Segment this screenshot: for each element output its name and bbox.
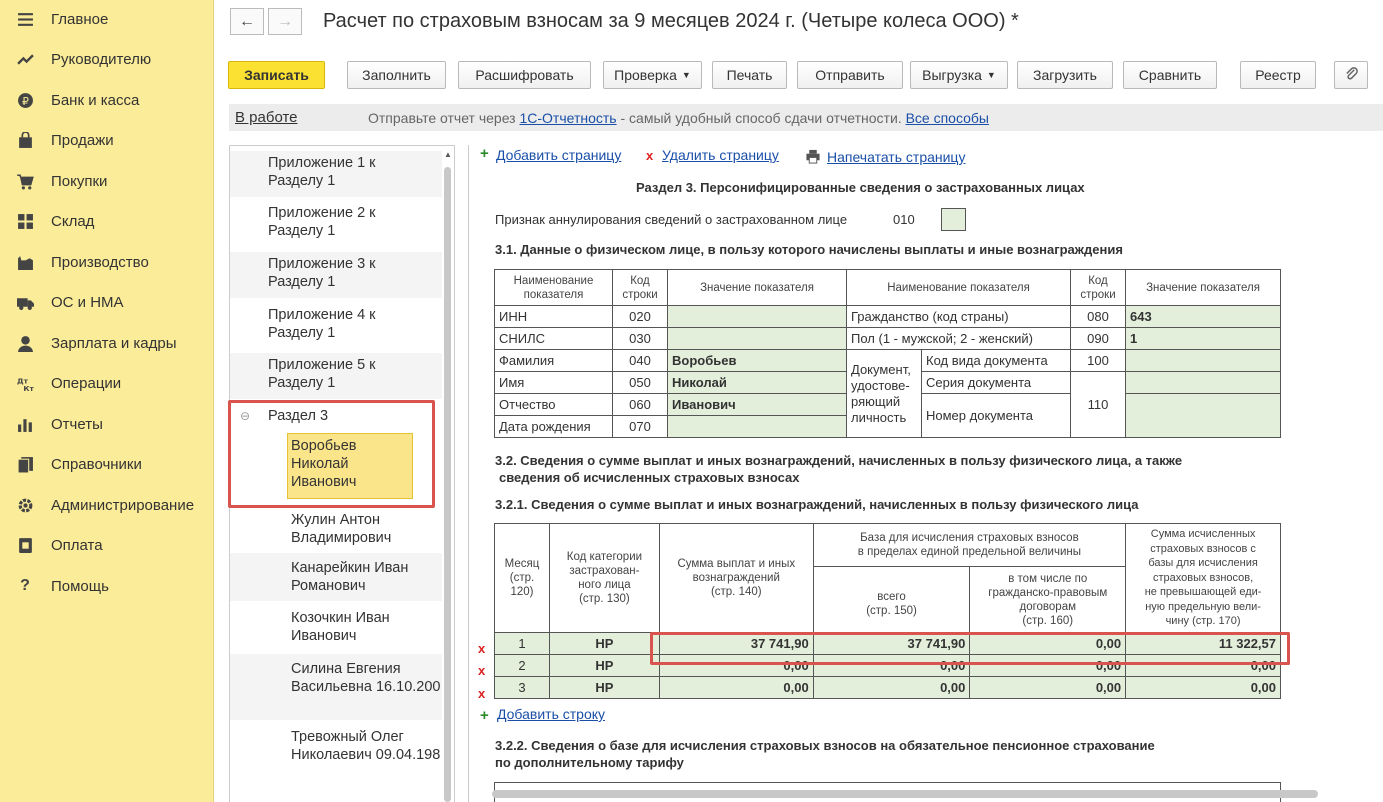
nav-item-payment[interactable] (0, 530, 214, 560)
tree-item-label: Николай (291, 456, 349, 472)
menu-icon (16, 10, 34, 28)
section-3-2-2-title: 3.2.2. Сведения о базе для исчисления страховых взносов на обязательное пенсионное страхование (495, 738, 1155, 753)
tree-item-person[interactable] (230, 509, 442, 555)
delete-page-link[interactable]: Удалить страницу (662, 147, 779, 163)
svg-text:₽: ₽ (21, 94, 29, 108)
base-gpd-cell[interactable]: 0,00 (970, 633, 1126, 655)
payment-icon (16, 536, 34, 554)
label-cell: Имя (495, 372, 613, 394)
base-total-cell[interactable]: 0,00 (813, 655, 970, 677)
chevron-down-icon: ▼ (986, 70, 996, 80)
nav-item-label: Помощь (51, 577, 109, 595)
label-cell: Отчество (495, 394, 613, 416)
annul-code: 010 (893, 212, 915, 227)
printer-icon (805, 149, 821, 169)
chevron-down-icon: ▼ (681, 70, 691, 80)
payments-table (494, 523, 1281, 699)
nav-item-reports[interactable] (0, 409, 214, 439)
document-header (214, 0, 1383, 100)
nav-item-purchases[interactable] (0, 166, 214, 196)
svg-text:Кт: Кт (22, 383, 34, 392)
question-icon: ? (20, 577, 30, 594)
coin-icon (16, 91, 34, 109)
header-cell: Код категории застрахован- ного лица (стр. 130) (549, 524, 659, 633)
paperclip-icon (1344, 66, 1359, 84)
month-cell[interactable]: 2 (495, 655, 550, 677)
tree-item-person[interactable] (230, 726, 442, 776)
collapse-icon[interactable]: ⊖ (240, 409, 251, 423)
month-cell[interactable]: 3 (495, 677, 550, 699)
code-cell: 050 (613, 372, 668, 394)
tree-item-person[interactable] (230, 654, 442, 720)
sum-cell[interactable]: 0,00 (659, 677, 813, 699)
gear-icon (16, 496, 34, 514)
nav-item-label: Склад (51, 212, 95, 230)
header-cell: Сумма выплат и иных вознаграждений (стр. 140) (659, 524, 813, 633)
base-total-cell[interactable]: 37 741,90 (813, 633, 970, 655)
code-cell: 020 (613, 306, 668, 328)
tree-item-label: Жулин Антон (291, 512, 380, 528)
code-cell: 060 (613, 394, 668, 416)
base-total-cell[interactable]: 0,00 (813, 677, 970, 699)
form-horizontal-scrollbar[interactable] (492, 790, 1318, 798)
attach-button[interactable] (1334, 61, 1368, 89)
tree-scrollbar[interactable] (441, 147, 453, 802)
header-cell: Значение показателя (668, 270, 847, 306)
all-methods-link[interactable]: Все способы (905, 110, 989, 126)
warehouse-icon (16, 212, 34, 230)
code-cell: 100 (1071, 350, 1126, 372)
contributions-cell[interactable]: 0,00 (1126, 677, 1281, 699)
dt-kt-icon (16, 374, 34, 392)
truck-icon (16, 293, 34, 311)
print-button[interactable]: Печать (712, 61, 787, 89)
export-dropdown-button[interactable] (910, 61, 1008, 89)
label-cell: СНИЛС (495, 328, 613, 350)
tree-item-appendix-4[interactable] (230, 303, 442, 349)
nav-item-label: Руководителю (51, 50, 152, 68)
chart-line-icon (16, 50, 34, 68)
tree-item-label: Разделу 1 (268, 375, 336, 391)
status-bar (229, 104, 1383, 131)
tree-item-appendix-2[interactable] (230, 201, 442, 247)
tree-item-label: Приложение 3 к (268, 256, 376, 272)
plus-icon: + (480, 145, 489, 162)
label-cell: Дата рождения (495, 416, 613, 438)
label-cell: ИНН (495, 306, 613, 328)
tree-item-label: Иванович (291, 474, 357, 490)
nav-item-sales[interactable] (0, 125, 214, 155)
header-cell: Сумма исчисленных страховых взносов с базы для исчисления страховых взносов, не превышающей еди- ную предельную вели- чину (стр. 170) (1126, 524, 1281, 633)
status-text-1: Отправьте отчет через (368, 110, 520, 126)
tree-scrollbar-thumb[interactable] (444, 167, 451, 802)
nav-item-label: Отчеты (51, 415, 103, 433)
tree-item-person[interactable] (230, 553, 442, 601)
fill-button[interactable]: Заполнить (347, 61, 446, 89)
tree-item-label: Канарейкин Иван (291, 560, 409, 576)
highlight-frame (1124, 632, 1290, 665)
tree-item-label: Владимирович (291, 530, 392, 546)
nav-item-salary[interactable] (0, 328, 214, 358)
table-row (495, 677, 1281, 699)
tree-item-appendix-5[interactable] (230, 353, 442, 399)
section-3-2-subtitle: сведения об исчисленных страховых взносах (499, 470, 800, 485)
header-cell: Код строки (1071, 270, 1126, 306)
status-text-2: - самый удобный способ сдачи отчетности. (616, 110, 906, 126)
label-cell: Серия документа (922, 372, 1071, 394)
check-label: Проверка (614, 67, 677, 83)
tree-item-label: Разделу 1 (268, 223, 336, 239)
doc-kind-field[interactable] (1126, 350, 1281, 372)
tree-item-appendix-1[interactable] (230, 151, 442, 197)
tree-item-label: Силина Евгения (291, 661, 401, 677)
birth-date-field[interactable] (668, 416, 847, 438)
base-gpd-cell[interactable]: 0,00 (970, 677, 1126, 699)
label-cell: Пол (1 - мужской; 2 - женский) (847, 328, 1071, 350)
nav-item-label: Покупки (51, 172, 108, 190)
contributions-cell[interactable]: 11 322,57 (1126, 633, 1281, 655)
scroll-up-icon[interactable]: ▲ (444, 150, 452, 159)
nav-item-main[interactable] (0, 4, 214, 34)
decode-button[interactable]: Расшифровать (458, 61, 591, 89)
delete-row-icon[interactable]: x (478, 686, 486, 701)
document-label-cell: Документ, удостове- ряющий личность (847, 350, 922, 438)
nav-item-label: Банк и касса (51, 91, 140, 109)
status-message (368, 110, 989, 126)
delete-row-icon[interactable]: x (478, 663, 486, 678)
forward-button[interactable]: → (268, 8, 302, 35)
nav-item-director[interactable] (0, 44, 214, 74)
nav-item-label: Справочники (51, 455, 142, 473)
delete-icon: x (646, 148, 654, 163)
annul-field[interactable] (941, 208, 966, 231)
nav-item-admin[interactable] (0, 490, 214, 520)
code-cell: 110 (1071, 372, 1126, 438)
shopping-bag-icon (16, 131, 34, 149)
section-3-2-1-title: 3.2.1. Сведения о сумме выплат и иных вознаграждений, начисленных в пользу физического лица (495, 497, 1139, 512)
nav-item-bank[interactable] (0, 85, 214, 115)
person-icon (16, 334, 34, 352)
header-cell: всего (стр. 150) (813, 567, 970, 633)
contributions-cell[interactable]: 0,00 (1126, 655, 1281, 677)
1c-reporting-link[interactable]: 1С-Отчетность (519, 110, 617, 126)
page-title: Расчет по страховым взносам за 9 месяцев 2024 г. (Четыре колеса ООО) * (323, 10, 1019, 32)
registry-button[interactable]: Реестр (1240, 61, 1316, 89)
book-icon (16, 455, 34, 473)
name-field[interactable]: Николай (668, 372, 847, 394)
nav-item-help[interactable] (0, 571, 214, 601)
code-cell: 040 (613, 350, 668, 372)
svg-text:Дт: Дт (16, 376, 28, 385)
nav-item-label: ОС и НМА (51, 293, 124, 311)
report-form (468, 145, 1383, 802)
tree-item-label: Разделу 1 (268, 274, 336, 290)
plus-icon: + (480, 707, 489, 724)
back-button[interactable]: ← (230, 8, 264, 35)
sum-cell[interactable]: 37 741,90 (659, 633, 813, 655)
code-cell: 030 (613, 328, 668, 350)
cart-icon (16, 172, 34, 190)
sections-panel (0, 0, 214, 802)
nav-item-operations[interactable] (0, 368, 214, 398)
nav-item-production[interactable] (0, 247, 214, 277)
compare-button[interactable]: Сравнить (1123, 61, 1217, 89)
load-button[interactable]: Загрузить (1017, 61, 1113, 89)
nav-item-label: Администрирование (51, 496, 195, 514)
print-page-link[interactable]: Напечатать страницу (827, 149, 966, 165)
gender-field[interactable]: 1 (1126, 328, 1281, 350)
nav-item-label: Производство (51, 253, 149, 271)
header-cell: База для исчисления страховых взносов в пределах единой предельной величины (813, 524, 1125, 567)
add-row-link[interactable]: Добавить строку (497, 706, 606, 722)
tree-item-label: Иванович (291, 628, 357, 644)
label-cell: Номер документа (922, 394, 1071, 438)
tree-item-label: Раздел 3 (268, 408, 329, 424)
tree-item-label: Романович (291, 578, 366, 594)
month-cell[interactable]: 1 (495, 633, 550, 655)
section-3-2-title: 3.2. Сведения о сумме выплат и иных вознаграждений, начисленных в пользу физического лица, а также (495, 453, 1183, 468)
nav-item-warehouse[interactable] (0, 206, 214, 236)
tree-item-label: Приложение 2 к (268, 205, 376, 221)
patronymic-field[interactable]: Иванович (668, 394, 847, 416)
add-page-link[interactable]: Добавить страницу (496, 147, 622, 163)
citizenship-field[interactable]: 643 (1126, 306, 1281, 328)
tree-item-label: Приложение 4 к (268, 307, 376, 323)
tree-item-label: Николаевич 09.04.198 (291, 747, 441, 763)
inn-field[interactable] (668, 306, 847, 328)
bar-chart-icon (16, 415, 34, 433)
category-cell[interactable]: НР (549, 655, 659, 677)
tree-item-appendix-3[interactable] (230, 252, 442, 298)
header-cell: Месяц (стр. 120) (495, 524, 550, 633)
header-cell: Наименование показателя (495, 270, 613, 306)
export-label: Выгрузка (922, 67, 982, 83)
nav-item-label: Операции (51, 374, 122, 392)
nav-item-label: Главное (51, 10, 109, 28)
tree-item-label: Воробьев (291, 438, 357, 454)
header-cell: Код строки (613, 270, 668, 306)
send-button[interactable]: Отправить (797, 61, 903, 89)
annul-label: Признак аннулирования сведений о застрахованном лице (495, 212, 848, 227)
tree-item-label: Васильевна 16.10.200 (291, 679, 441, 695)
tree-item-label: Разделу 1 (268, 173, 336, 189)
base-gpd-cell[interactable]: 0,00 (970, 655, 1126, 677)
tree-item-label: Приложение 5 к (268, 357, 376, 373)
delete-row-icon[interactable]: x (478, 641, 486, 656)
tree-item-person[interactable] (230, 606, 442, 652)
doc-series-field[interactable] (1126, 372, 1281, 394)
nav-item-assets[interactable] (0, 287, 214, 317)
nav-item-label: Зарплата и кадры (51, 334, 177, 352)
category-cell[interactable]: НР (549, 633, 659, 655)
tree-item-label: Козочкин Иван (291, 610, 390, 626)
section-3-1-title: 3.1. Данные о физическом лице, в пользу которого начислены выплаты и иные вознаграждения (495, 242, 1123, 257)
code-cell: 090 (1071, 328, 1126, 350)
label-cell: Фамилия (495, 350, 613, 372)
state-link[interactable]: В работе (235, 109, 298, 126)
header-cell: в том числе по гражданско-правовым договорам (стр. 160) (970, 567, 1126, 633)
tree-item-label: Тревожный Олег (291, 729, 404, 745)
nav-item-label: Оплата (51, 536, 103, 554)
snils-field[interactable] (668, 328, 847, 350)
label-cell: Гражданство (код страны) (847, 306, 1071, 328)
factory-icon (16, 253, 34, 271)
highlight-frame (228, 400, 435, 508)
section-3-2-2-subtitle: по дополнительному тарифу (495, 755, 684, 770)
label-cell: Код вида документа (922, 350, 1071, 372)
section-title: Раздел 3. Персонифицированные сведения о застрахованных лицах (636, 180, 1085, 195)
category-cell[interactable]: НР (549, 677, 659, 699)
person-data-table (494, 269, 1281, 438)
header-cell: Значение показателя (1126, 270, 1281, 306)
tree-item-label: Приложение 1 к (268, 155, 376, 171)
doc-number-field[interactable] (1126, 394, 1281, 438)
save-button[interactable]: Записать (228, 61, 325, 89)
sum-cell[interactable]: 0,00 (659, 655, 813, 677)
tree-item-label: Разделу 1 (268, 325, 336, 341)
code-cell: 080 (1071, 306, 1126, 328)
check-dropdown-button[interactable] (603, 61, 702, 89)
nav-item-catalogs[interactable] (0, 449, 214, 479)
nav-item-label: Продажи (51, 131, 114, 149)
code-cell: 070 (613, 416, 668, 438)
surname-field[interactable]: Воробьев (668, 350, 847, 372)
header-cell: Наименование показателя (847, 270, 1071, 306)
